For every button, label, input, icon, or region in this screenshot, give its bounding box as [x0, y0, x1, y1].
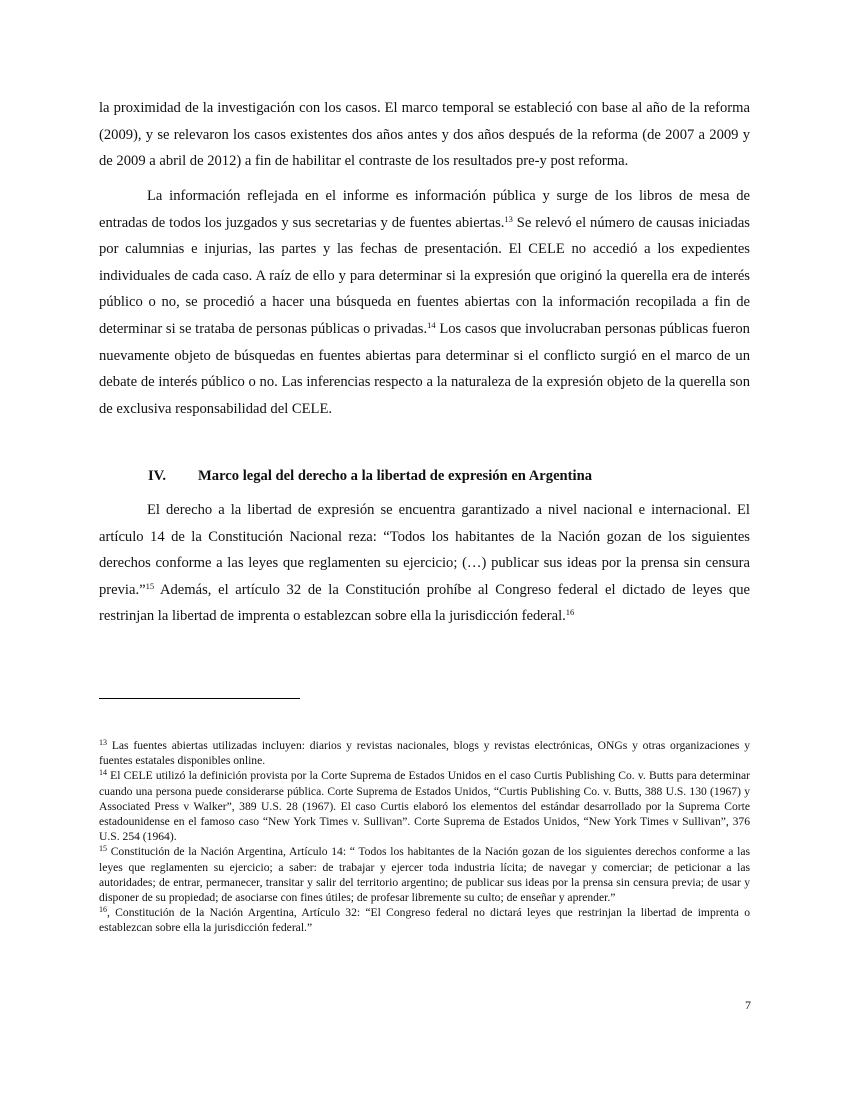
footnote-text: Constitución de la Nación Argentina, Artículo 14: “ Todos los habitantes de la Nación gozan de los siguientes derechos conforme a las leyes que reglamenten su ejercicio; a saber: de trabajar y ejercer toda industria lícita; de navegar y comerciar; de peticionar a las autoridades; de entrar, permanecer, transitar y salir del territorio argentino; de publicar sus ideas por la prensa sin censura previa; de usar y disponer de su propiedad; de asociarse con fines útiles; de profesar libremente su culto; de enseñar y aprender.” [99, 845, 750, 905]
section-number: IV. [148, 468, 166, 484]
page-number: 7 [745, 998, 751, 1012]
paragraph-text: Los casos que involucraban personas públicas fueron nuevamente objeto de búsquedas en fuentes abiertas para determinar si el conflicto surgió en el marco de un debate de interés público o no. Las inferencias respecto a la naturaleza de la expresión objeto de la querella son de exclusiva responsabilidad del CELE. [99, 320, 750, 417]
footnote-number: 13 [99, 738, 107, 747]
section-heading [148, 463, 592, 489]
paragraph [99, 183, 750, 422]
footnote [99, 905, 750, 935]
footnote [99, 768, 750, 844]
footnote-number: 15 [99, 844, 107, 854]
footnote-number: 16 [99, 905, 107, 915]
paragraph [99, 497, 750, 630]
footnote [99, 738, 750, 768]
footnotes [99, 738, 750, 936]
footnote-ref[interactable]: 15 [145, 580, 155, 591]
footnote-number: 14 [99, 768, 107, 778]
footnote-text: El CELE utilizó la definición provista por la Corte Suprema de Estados Unidos en el caso Curtis Publishing Co. v. Butts para determinar cuando una persona puede considerarse pública. Corte Suprema de Estados Unidos, “Curtis Publishing Co. v. Butts, 388 U.S. 130 (1967) y Associated Press v Walker”, 389 U.S. 28 (1967). El caso Curtis elaboró los elementos del estándar desarrollado por la Suprema Corte estadounidense en el famoso caso “New York Times v. Sullivan”. Corte Suprema de Estados Unidos, “New York Times v Sullivan”, 376 U.S. 254 (1964). [99, 769, 750, 844]
paragraph [99, 95, 750, 175]
paragraph-text: La información reflejada en el informe es información pública y surge de los libros de mesa de entradas de todos los juzgados y sus secretarias y de fuentes abiertas. [99, 188, 750, 231]
footnote-text: Las fuentes abiertas utilizadas incluyen: diarios y revistas nacionales, blogs y revistas electrónicas, ONGs y otras organizaciones y fuentes estatales disponibles online. [99, 739, 750, 768]
paragraph-text: Se relevó el número de causas iniciadas por calumnias e injurias, las partes y las fechas de presentación. El CELE no accedió a los expedientes individuales de cada caso. A raíz de ello y para determinar si la expresión que originó la querella era de interés público o no, se procedió a hacer una búsqueda en fuentes abiertas con la información recopilada a fin de determinar si se trataba de personas públicas o privadas. [99, 214, 750, 337]
footnote-text: , Constitución de la Nación Argentina, Artículo 32: “El Congreso federal no dictará leyes que restrinjan la libertad de imprenta o establezcan sobre ella la jurisdicción federal.” [99, 906, 750, 935]
footnote-ref[interactable]: 13 [504, 213, 513, 224]
paragraph-text: El derecho a la libertad de expresión se encuentra garantizado a nivel nacional e internacional. El artículo 14 de la Constitución Nacional reza: “Todos los habitantes de la Nación gozan de los siguientes derechos conforme a las leyes que reglamenten su ejercicio; (…) publicar sus ideas por la prensa sin censura previa.” [99, 502, 750, 598]
paragraph-text: Además, el artículo 32 de la Constitución prohíbe al Congreso federal el dictado de leyes que restrinjan la libertad de imprenta o establezcan sobre ella la jurisdicción federal. [99, 581, 750, 625]
footnote-separator [99, 698, 300, 699]
section-title: Marco legal del derecho a la libertad de expresión en Argentina [198, 468, 592, 484]
paragraph-text: la proximidad de la investigación con los casos. El marco temporal se estableció con base al año de la reforma (2009), y se relevaron los casos existentes dos años antes y dos años después de la reforma (de 2007 a 2009 y de 2009 a abril de 2012) a fin de habilitar el contraste de los resultados pre-y post reforma. [99, 100, 750, 170]
footnote-ref[interactable]: 16 [565, 607, 575, 618]
footnote [99, 844, 750, 905]
footnote-ref[interactable]: 14 [427, 319, 436, 330]
